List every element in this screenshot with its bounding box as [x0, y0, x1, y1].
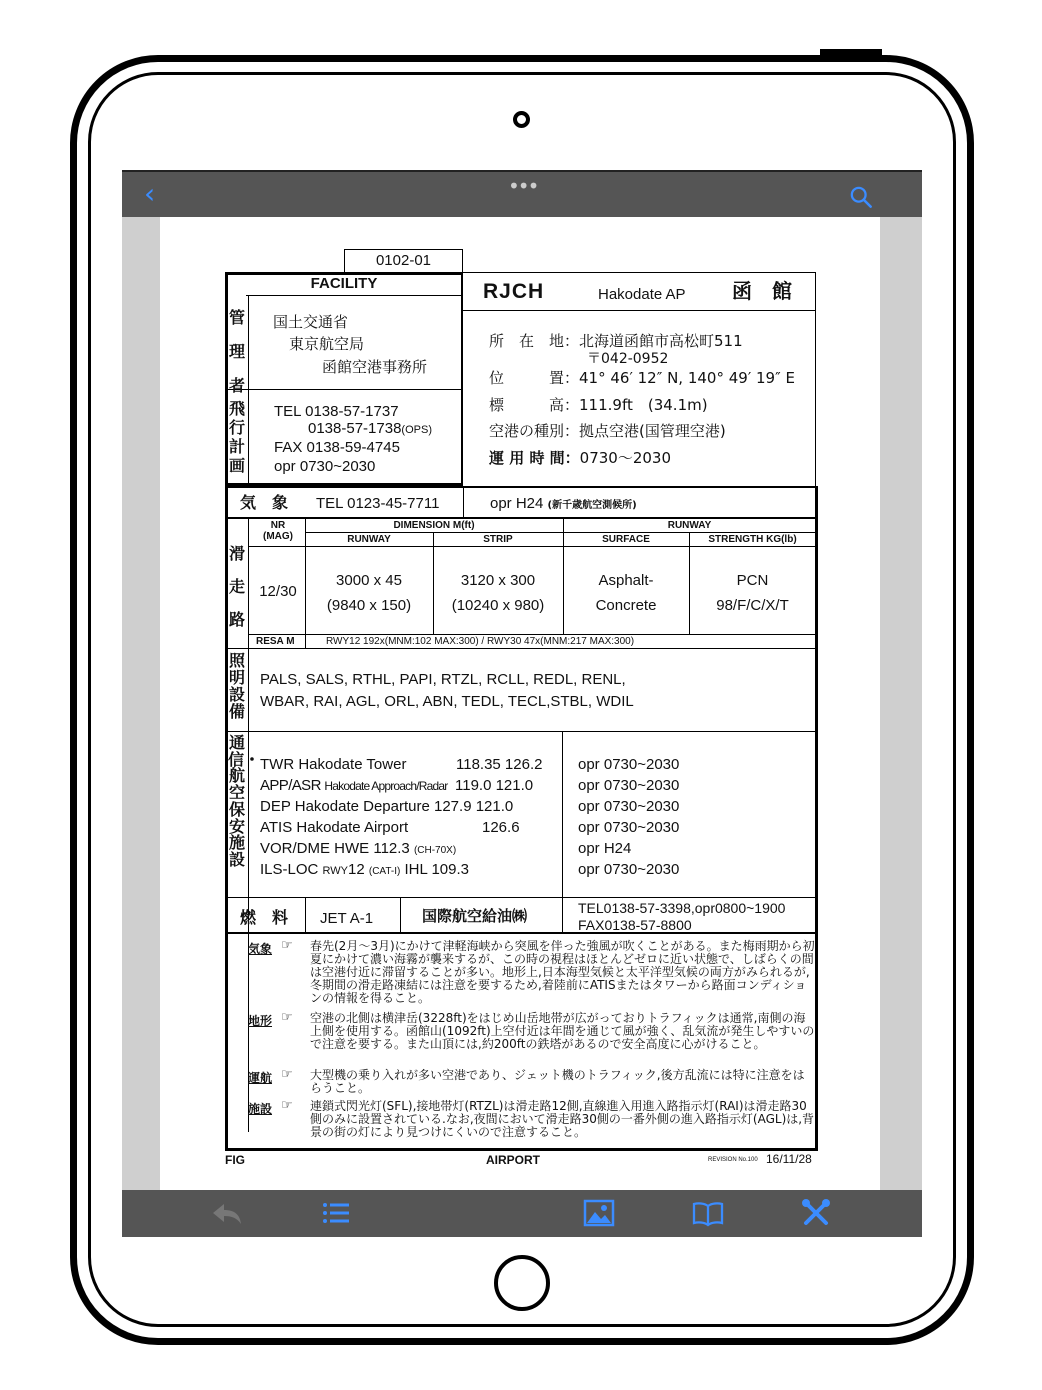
runway-nr: 12/30 — [259, 583, 297, 600]
undo-icon[interactable] — [210, 1198, 244, 1228]
fuel-tel: TEL0138-57-3398,opr0800~1900 — [578, 900, 786, 916]
header-runway-group: RUNWAY — [667, 520, 712, 531]
comms-row-2-freq: 119.0 121.0 — [455, 777, 534, 794]
runway-label: 滑走路 — [228, 544, 245, 629]
flight-plan-tel-2-suffix: (OPS) — [401, 424, 432, 436]
fuel-company: 国際航空給油㈱ — [422, 907, 528, 925]
header-nr: NR — [270, 520, 286, 531]
footer-revision: REVISION No.100 — [708, 1157, 758, 1163]
comms-row-3-name: DEP Hakodate Departure — [260, 798, 430, 815]
elevation-label: 標 高： — [489, 396, 580, 414]
header-strip: STRIP — [483, 534, 513, 545]
note-2-text: 空港の北側は横津岳(3228ft)をはじめ山岳地帯が広がっておりトラフィックは通常,南側の海上側を使用する。函館山(1092ft)上空付近は年間を通じて風が強く、乱気流が発生しやすいので注意を要する。また山頂には,約200ftの鉄塔があるので安全高度に心がけること。 — [310, 1011, 815, 1051]
elevation: 111.9ft (34.1m) — [579, 396, 708, 414]
fuel-label: 燃 料 — [240, 908, 289, 927]
footer-date: 16/11/28 — [766, 1152, 812, 1166]
lighting-label: 照明設備 — [228, 651, 245, 721]
comms-row-2-opr: opr 0730~2030 — [578, 777, 680, 794]
home-button[interactable] — [494, 1255, 550, 1311]
strength-line-2: 98/F/C/X/T — [716, 597, 789, 614]
resa-value: RWY12 192x(MNM:102 MAX:300) / RWY30 47x(MNM:217 MAX:300) — [326, 636, 635, 647]
comms-row-1-opr: opr 0730~2030 — [578, 756, 680, 773]
comms-row-5-freq: (CH-70X) — [413, 845, 457, 856]
manager-line-1: 国土交通省 — [273, 313, 349, 331]
book-icon[interactable] — [691, 1198, 725, 1228]
comms-row-4-name: ATIS Hakodate Airport — [260, 819, 409, 836]
airport-type-label: 空港の種別： — [489, 422, 580, 440]
weather-label: 気 象 — [240, 493, 289, 512]
flight-plan-tel-1: TEL 0138-57-1737 — [274, 403, 399, 420]
note-4-tag: 施設 — [248, 1102, 273, 1116]
comms-row-6-opr: opr 0730~2030 — [578, 861, 680, 878]
note-3-text: 大型機の乗り入れが多い空港であり、ジェット機のトラフィック,後方乱流には特に注意をはらうこと。 — [310, 1068, 805, 1095]
comms-row-1-freq: 118.35 126.2 — [456, 756, 543, 773]
image-icon[interactable] — [582, 1198, 616, 1228]
note-4-text: 連鎖式閃光灯(SFL),接地帯灯(RTZL)は滑走路12側,直線進入用進入路指示灯(RAI)は滑走路30側のみに設置されている.なお,夜間において滑走路30側の一番外側の進入路指示灯(AGL)は,背景の街の灯により見つけにくいので注意すること。 — [310, 1099, 815, 1139]
manager-line-2: 東京航空局 — [289, 335, 365, 353]
ellipsis-icon[interactable]: ••• — [508, 174, 538, 198]
header-dimension: DIMENSION M(ft) — [393, 520, 475, 531]
weather-opr: opr H24 — [490, 495, 544, 512]
airport-type: 拠点空港(国管理空港) — [579, 422, 726, 440]
header-surface: SURFACE — [602, 534, 650, 545]
strip-dimension-m: 3120 x 300 — [460, 572, 536, 589]
airport-name-jp: 函 館 — [732, 279, 792, 303]
footer-airport: AIRPORT — [486, 1153, 540, 1167]
comms-row-1-name: TWR Hakodate Tower — [260, 756, 407, 773]
fuel-type: JET A-1 — [320, 910, 374, 927]
top-toolbar — [122, 170, 922, 217]
power-button[interactable] — [820, 49, 882, 58]
note-3-tag: 運航 — [248, 1071, 273, 1085]
strength-line-1: PCN — [736, 572, 769, 589]
note-2-tag: 地形 — [248, 1014, 273, 1028]
runway-dimension-ft: (9840 x 150) — [326, 597, 412, 614]
surface-line-1: Asphalt- — [598, 572, 654, 589]
flight-plan-tel-2: 0138-57-1738 — [308, 420, 402, 437]
header-strength: STRENGTH KG(lb) — [708, 534, 797, 545]
list-icon[interactable] — [320, 1198, 354, 1228]
runway-dimension-m: 3000 x 45 — [336, 572, 402, 589]
hand-point-icon: ☞ — [281, 1010, 293, 1025]
address-label: 所 在 地： — [489, 332, 580, 350]
address: 北海道函館市高松町511 — [579, 332, 743, 350]
header-runway: RUNWAY — [347, 534, 391, 545]
hours: 0730～2030 — [579, 449, 672, 467]
flight-plan-label: 飛行計画 — [228, 399, 245, 475]
airport-chart-page: 0102-01 FACILITY 管理者 国土交通省 東京航空局 函館空港事務所 飛行計画 TEL 0138-57-1737 0138-57-1738(OPS) FAX 0138-59-4745 opr 0730~2030 RJCH Hakodate AP 函 館 所 在 地：北海道函館市高松町511 〒042-0952 位 置：41° 46′ 12″ N, 140° 49′ 19″ E 標 高：111.9ft (34.1m) 空港の種別：拠点空港(国管理空港) 運 用 時 間：0730～2030 気 象 TEL 0123-45-7711 opr H24 (新千歳航空測候所) 滑走路 NR (MAG) DIMENSION M(ft) RUNWAY RUNWAY STRIP SURFACE STRENGTH KG(lb) 12/30 3000 x 45 (9840 x 150) 3120 x 300 (10240 x 980) Asphalt- Concrete PCN 98/F/C/X/T RESA M RWY12 192x(MNM:102 MAX:300) / RWY30 47x(MNM:217 MAX:300) 照明設備 PALS, SALS, RTHL, PAPI, RTZL, RCLL, REDL, RENL, WBAR, RAI, AGL, ORL, ABN, TEDL, TECL,STBL, WDIL 通信・航空保安施設 TWR Hakodate Tower 118.35 126.2 opr 0730~2030 APP/ASR Hakodate Approach/Radar 119.0 121.0 opr 0730~2030 DEP Hakodate Departure 127.9 121.0 opr 0730~2030 ATIS Hakodate Airport 126.6 opr 0730~2030 VOR/DME HWE 112.3 (CH-70X) opr H24 ILS-LOC RWY12 (CAT-I) IHL 109.3 opr 0730~2030 燃 料 JET A-1 国際航空給油㈱ TEL0138-57-3398,opr0800~1900 FAX0138-57-8800 気象 ☞ 春先(2月～3月)にかけて津軽海峡から突風を伴った強風が吹くことがある。また梅雨期から初夏にかけて濃い海霧が襲来するが、この時の視程はほとんどゼロに近い状態で、しばらくの間は空港付近に滞留することが多い。地形上,日本海型気候と太平洋型気候の両方がみられるが,冬期間の滑走路凍結には注意を要するため,着陸前にATISまたはタワーから路面コンディションの情報を得ること。 地形 ☞ 空港の北側は横津岳(3228ft)をはじめ山岳地帯が広がっておりトラフィックは通常,南側の海上側を使用する。函館山(1092ft)上空付近は年間を通じて風が強く、乱気流が発生しやすいので注意を要する。また山頂には,約200ftの鉄塔があるので安全高度に心がけること。 運航 ☞ 大型機の乗り入れが多い空港であり、ジェット機のトラフィック,後方乱流には特に注意をはらうこと。 施設 ☞ 連鎖式閃光灯(SFL),接地帯灯(RTZL)は滑走路12側,直線進入用進入路指示灯(RAI)は滑走路30側のみに設置されている.なお,夜間において滑走路30側の一番外側の進入路指示灯(AGL)は,背景の街の灯により見つけにくいので注意すること。 FIG AIRPORT REVISION No.100 16/11/28 — [160, 217, 880, 1190]
manager-line-3: 函館空港事務所 — [322, 358, 428, 376]
fuel-fax: FAX0138-57-8800 — [578, 917, 692, 933]
airport-name-en: Hakodate AP — [598, 286, 686, 303]
resa-label: RESA M — [256, 636, 295, 647]
facility-header: FACILITY — [310, 275, 378, 292]
position: 41° 46′ 12″ N, 140° 49′ 19″ E — [579, 369, 795, 387]
hours-label: 運 用 時 間： — [489, 449, 580, 467]
lighting-line-1: PALS, SALS, RTHL, PAPI, RTZL, RCLL, REDL, RENL, — [260, 671, 626, 688]
surface-line-2: Concrete — [595, 597, 657, 614]
comms-row-3-opr: opr 0730~2030 — [578, 798, 680, 815]
header-mag: (MAG) — [263, 531, 293, 542]
page-number: 0102-01 — [375, 252, 432, 269]
comms-row-5-name: VOR/DME HWE 112.3 — [260, 840, 410, 857]
front-camera — [513, 111, 530, 128]
weather-opr-note: (新千歳航空測候所) — [547, 500, 637, 511]
chevron-left-icon[interactable]: ‹ — [144, 177, 156, 210]
comms-label: 通信・航空保安施設 — [228, 733, 261, 869]
flight-plan-fax: FAX 0138-59-4745 — [274, 439, 400, 456]
note-1-tag: 気象 — [248, 942, 273, 956]
note-1-text: 春先(2月～3月)にかけて津軽海峡から突風を伴った強風が吹くことがある。また梅雨期から初夏にかけて濃い海霧が襲来するが、この時の視程はほとんどゼロに近い状態で、しばらくの間は空港付近に滞留することが多い。地形上,日本海型気候と太平洋型気候の両方がみられるが,冬期間の滑走路凍結には注意を要するため,着陸前にATISまたはタワーから路面コンディションの情報を得ること。 — [310, 939, 815, 1005]
footer-fig: FIG — [225, 1153, 245, 1167]
comms-row-5-opr: opr H24 — [578, 840, 632, 857]
manager-label: 管理者 — [228, 308, 245, 395]
lighting-line-2: WBAR, RAI, AGL, ORL, ABN, TEDL, TECL,STBL, WDIL — [260, 693, 634, 710]
comms-row-4-freq: 126.6 — [482, 819, 520, 836]
comms-row-3-freq: 127.9 121.0 — [434, 798, 514, 815]
tools-icon[interactable] — [799, 1198, 833, 1228]
strip-dimension-ft: (10240 x 980) — [451, 597, 545, 614]
postal-code: 〒042-0952 — [587, 351, 669, 367]
bottom-toolbar — [122, 1190, 922, 1237]
search-icon[interactable] — [850, 186, 872, 208]
flight-plan-opr: opr 0730~2030 — [274, 458, 376, 475]
weather-tel: TEL 0123-45-7711 — [316, 495, 440, 512]
app-screen — [122, 170, 922, 1237]
hand-point-icon: ☞ — [281, 1067, 293, 1082]
hand-point-icon: ☞ — [281, 1098, 293, 1113]
position-label: 位 置： — [489, 369, 580, 387]
comms-row-4-opr: opr 0730~2030 — [578, 819, 680, 836]
icao-code: RJCH — [483, 280, 545, 303]
hand-point-icon: ☞ — [281, 938, 293, 953]
